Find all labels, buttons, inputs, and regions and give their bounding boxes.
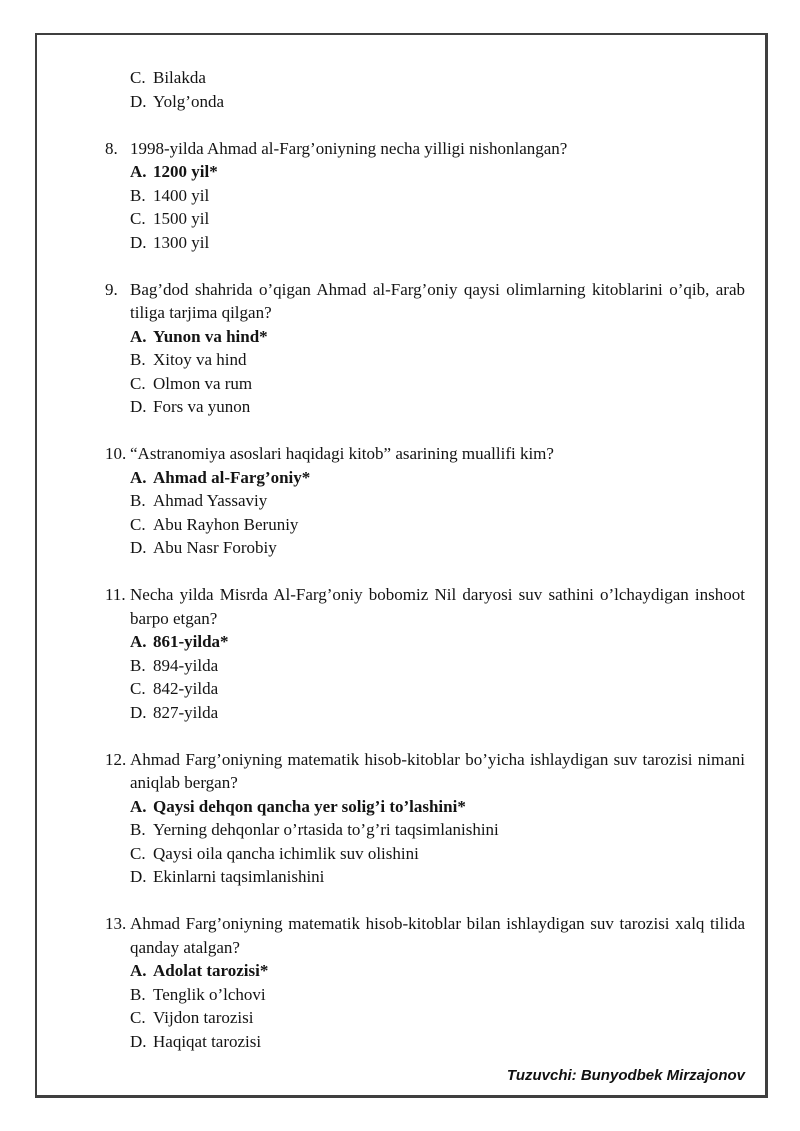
option-row [130, 160, 745, 184]
question-number: 10. [105, 444, 127, 463]
option-text: 842-yilda [153, 679, 219, 698]
page-border [35, 33, 768, 1098]
option-letter: B. [130, 491, 146, 510]
option-row [130, 959, 745, 983]
option-row [130, 630, 745, 654]
question-head [105, 278, 745, 325]
option-text: 1200 yil* [153, 162, 218, 181]
option-text: Yerning dehqonlar o’rtasida to’g’ri taqsimlanishini [153, 820, 499, 839]
author-credit: Tuzuvchi: Bunyodbek Mirzajonov [506, 1067, 745, 1084]
option-text: Ekinlarni taqsimlanishini [153, 867, 325, 886]
option-row [130, 818, 745, 842]
option-row [130, 983, 745, 1007]
option-letter: B. [130, 655, 146, 675]
option-text: Abu Rayhon Beruniy [153, 514, 299, 534]
question-number: 13. [105, 914, 127, 933]
previous-question-options [105, 66, 745, 113]
question-number: 11. [105, 585, 126, 604]
option-letter: C. [130, 373, 146, 393]
option-text: Adolat tarozisi* [153, 961, 269, 980]
option-letter: D. [130, 538, 147, 557]
question-number: 9. [105, 279, 118, 299]
option-letter: A. [130, 162, 147, 181]
option-letter: C. [130, 1008, 146, 1027]
question-head [105, 912, 745, 959]
option-text: 827-yilda [153, 702, 219, 722]
option-text: Qaysi dehqon qancha yer solig’i to’lashini* [153, 796, 466, 816]
option-text: Fors va yunon [153, 397, 251, 416]
option-text: Ahmad al-Farg’oniy* [153, 467, 311, 487]
option-row [130, 513, 745, 537]
question-text: Necha yilda Misrda Al-Farg’oniy bobomiz Nil daryosi suv sathini o’lchaydigan inshoot barpo etgan? [130, 585, 745, 628]
question-number: 8. [105, 138, 118, 158]
option-row [130, 207, 745, 231]
option-letter: C. [130, 514, 146, 534]
option-text: Vijdon tarozisi [153, 1008, 254, 1027]
option-row [130, 372, 745, 396]
option-row [130, 865, 745, 889]
option-row [130, 677, 745, 701]
question-number: 12. [105, 749, 127, 769]
option-row [130, 842, 745, 866]
question-text: Bag’dod shahrida o’qigan Ahmad al-Farg’oniy qaysi olimlarning kitoblarini o’qib, arab tiliga tarjima qilgan? [130, 279, 745, 322]
option-letter: D. [130, 232, 147, 252]
option-row [130, 795, 745, 819]
question-block [105, 912, 745, 1053]
option-letter: D. [130, 702, 147, 722]
option-row [130, 231, 745, 255]
option-text: Yolg’onda [153, 91, 225, 111]
option-row [130, 466, 745, 490]
question-head [105, 137, 745, 161]
option-text: 1400 yil [153, 185, 210, 205]
option-text: Haqiqat tarozisi [153, 1031, 262, 1051]
question-head [105, 748, 745, 795]
question-head [105, 583, 745, 630]
question-block [105, 583, 745, 724]
option-text: 861-yilda* [153, 632, 229, 651]
option-letter: D. [130, 397, 147, 416]
question-text: Ahmad Farg’oniyning matematik hisob-kitoblar bilan ishlaydigan suv tarozisi xalq tilida qanday atalgan? [130, 914, 745, 957]
questions-list [105, 137, 745, 1054]
quiz-content [37, 35, 765, 1095]
option-letter: A. [130, 632, 147, 651]
question-text: “Astranomiya asoslari haqidagi kitob” asarining muallifi kim? [130, 444, 554, 463]
option-letter: A. [130, 326, 147, 346]
option-row [130, 489, 745, 513]
question-block [105, 442, 745, 560]
option-text: 1300 yil [153, 232, 210, 252]
question-head [105, 442, 745, 466]
question-block [105, 137, 745, 255]
option-row [130, 395, 745, 419]
option-row [130, 184, 745, 208]
option-letter: A. [130, 796, 147, 816]
option-row [130, 348, 745, 372]
option-row [130, 1030, 745, 1054]
option-text: 894-yilda [153, 655, 219, 675]
question-block [105, 278, 745, 419]
option-letter: C. [130, 679, 146, 698]
option-row [130, 536, 745, 560]
option-text: Ahmad Yassaviy [153, 491, 268, 510]
option-row [130, 325, 745, 349]
option-letter: D. [130, 1031, 147, 1051]
question-block [105, 748, 745, 889]
option-text: Yunon va hind* [153, 326, 268, 346]
question-text: Ahmad Farg’oniyning matematik hisob-kitoblar bo’yicha ishlaydigan suv tarozisi nimani aniqlab bergan? [130, 749, 745, 792]
option-letter: D. [130, 867, 147, 886]
option-letter: D. [130, 91, 147, 111]
option-letter: A. [130, 467, 147, 487]
option-letter: C. [130, 209, 146, 228]
option-letter: A. [130, 961, 147, 980]
option-letter: B. [130, 185, 146, 205]
option-row [130, 654, 745, 678]
option-text: Qaysi oila qancha ichimlik suv olishini [153, 843, 419, 863]
option-row [130, 90, 745, 114]
option-text: Bilakda [153, 68, 206, 87]
option-text: 1500 yil [153, 209, 210, 228]
option-text: Olmon va rum [153, 373, 253, 393]
option-row [130, 701, 745, 725]
option-letter: C. [130, 68, 146, 87]
option-letter: B. [130, 820, 146, 839]
option-text: Xitoy va hind [153, 350, 247, 369]
option-text: Abu Nasr Forobiy [153, 538, 277, 557]
question-text: 1998-yilda Ahmad al-Farg’oniyning necha yilligi nishonlangan? [130, 138, 568, 158]
option-row [130, 66, 745, 90]
option-letter: B. [130, 984, 146, 1004]
option-letter: B. [130, 350, 146, 369]
option-letter: C. [130, 843, 146, 863]
option-text: Tenglik o’lchovi [153, 984, 266, 1004]
option-row [130, 1006, 745, 1030]
